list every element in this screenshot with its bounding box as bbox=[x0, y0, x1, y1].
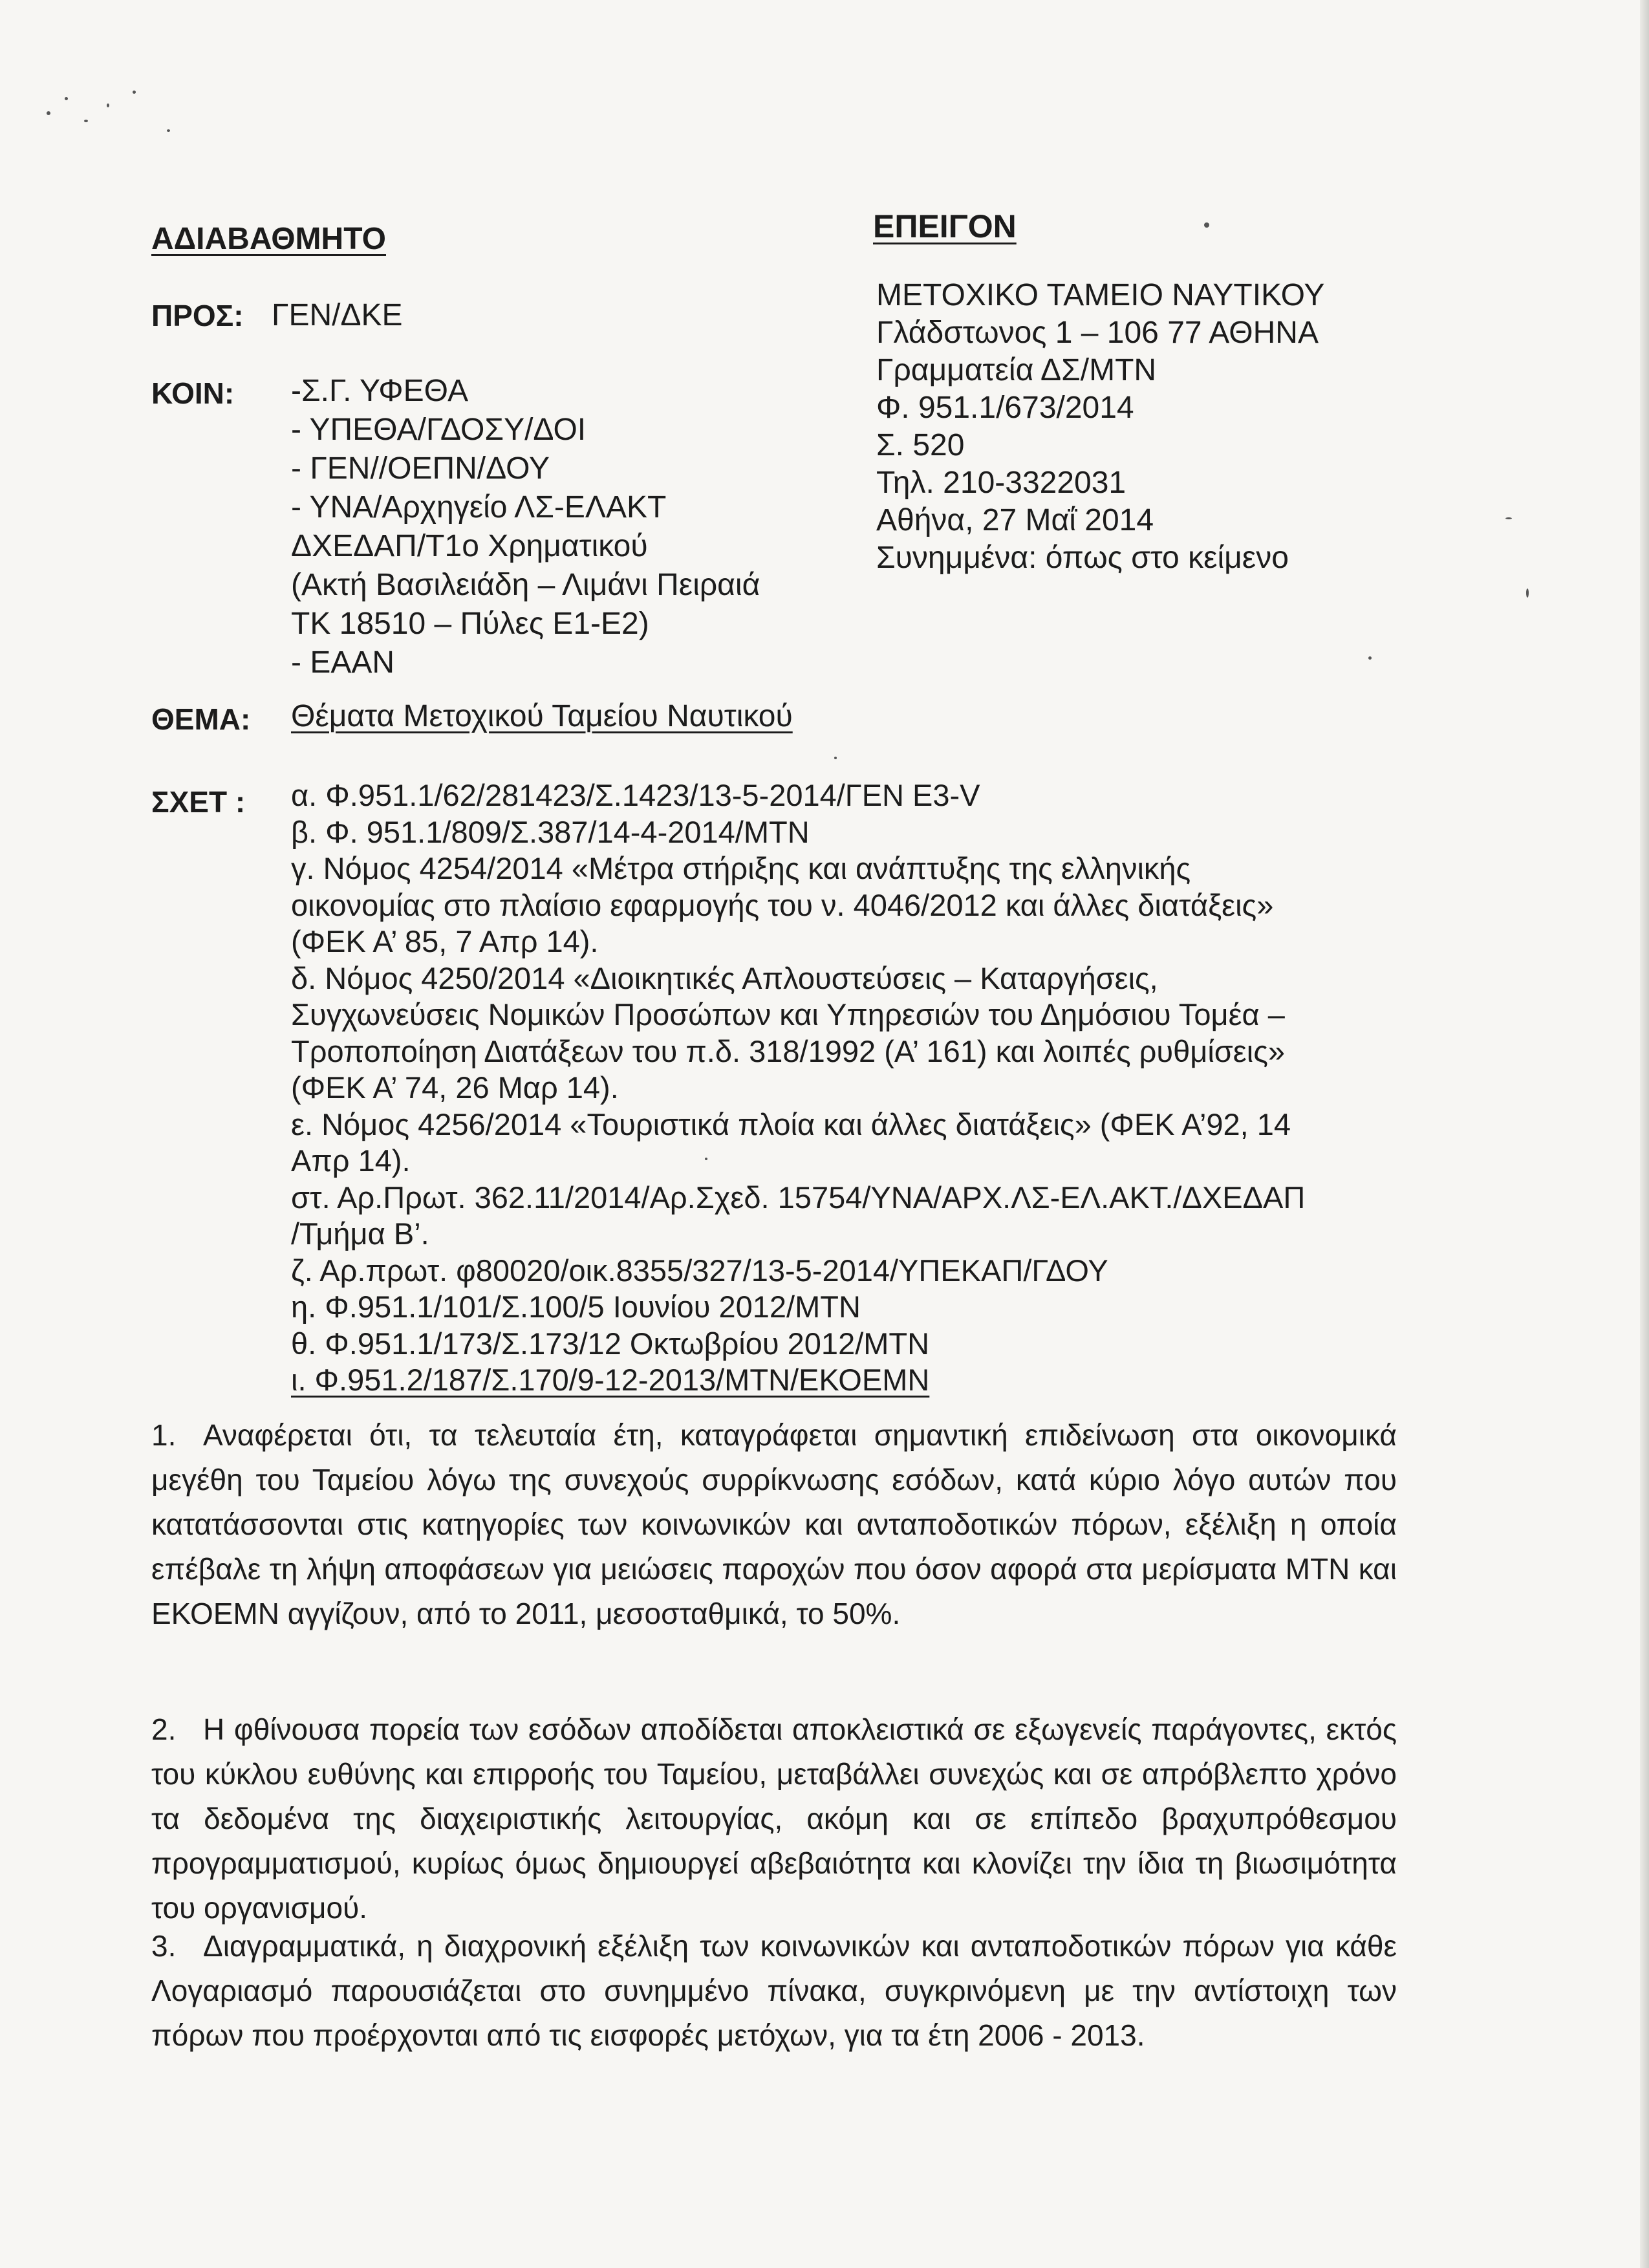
paragraph bbox=[151, 1707, 1397, 1930]
scan-speck bbox=[84, 120, 88, 122]
references-list bbox=[291, 777, 1305, 1399]
reference-line: θ. Φ.951.1/173/Σ.173/12 Οκτωβρίου 2012/ΜΤΝ bbox=[291, 1326, 930, 1361]
sender-block bbox=[876, 277, 1324, 577]
references-label: ΣΧΕΤ : bbox=[151, 785, 246, 819]
sender-line: Γραμματεία ΔΣ/ΜΤΝ bbox=[876, 353, 1157, 387]
scan-edge bbox=[1640, 0, 1649, 2268]
reference-line: η. Φ.951.1/101/Σ.100/5 Ιουνίου 2012/ΜΤΝ bbox=[291, 1290, 861, 1324]
paragraph-number: 1. bbox=[151, 1418, 177, 1452]
paragraph bbox=[151, 1924, 1397, 2058]
cc-line: -Σ.Γ. ΥΦΕΘΑ bbox=[291, 374, 469, 408]
to-label: ΠΡΟΣ: bbox=[151, 299, 244, 332]
cc-label: ΚΟΙΝ: bbox=[151, 376, 235, 410]
cc-line: - ΓΕΝ//ΟΕΠΝ/ΔΟΥ bbox=[291, 451, 550, 486]
reference-line: Τροποποίηση Διατάξεων του π.δ. 318/1992 (Α’ 161) και λοιπές ρυθμίσεις» bbox=[291, 1033, 1285, 1068]
reference-line: (ΦΕΚ Α’ 85, 7 Απρ 14). bbox=[291, 924, 599, 958]
reference-line: Συγχωνεύσεις Νομικών Προσώπων και Υπηρεσιών του Δημόσιου Τομέα – bbox=[291, 997, 1285, 1031]
sender-line: Αθήνα, 27 Μαΐ 2014 bbox=[876, 503, 1154, 537]
sender-line: Γλάδστωνος 1 – 106 77 ΑΘΗΝΑ bbox=[876, 316, 1319, 350]
scan-speck bbox=[1368, 656, 1372, 660]
paragraph-text: Η φθίνουσα πορεία των εσόδων αποδίδεται αποκλειστικά σε εξωγενείς παράγοντες, εκτός του κύκλου ευθύνης και επιρροής του Ταμείου, μεταβάλλει συνεχώς και σε απρόβλεπτο χρόνο τα δεδομένα της διαχειριστικής λειτουργίας, ακόμη και σε επίπεδο βραχυπρόθεσμου προγραμματισμού, κυρίως όμως δημιουργεί αβεβαιότητα και κλονίζει την ίδια τη βιωσιμότητα του οργανισμού. bbox=[151, 1712, 1397, 1925]
cc-line: ΔΧΕΔΑΠ/Τ1ο Χρηματικού bbox=[291, 529, 648, 563]
reference-line: ζ. Αρ.πρωτ. φ80020/οικ.8355/327/13-5-2014/ΥΠΕΚΑΠ/ΓΔΟΥ bbox=[291, 1253, 1108, 1288]
cc-line: - ΕΑΑΝ bbox=[291, 645, 395, 680]
cc-line: (Ακτή Βασιλειάδη – Λιμάνι Πειραιά bbox=[291, 568, 760, 602]
scan-speck bbox=[47, 111, 50, 115]
reference-line: /Τμήμα Β’. bbox=[291, 1216, 429, 1251]
reference-line: ι. Φ.951.2/187/Σ.170/9-12-2013/ΜΤΝ/ΕΚΟΕΜΝ bbox=[291, 1363, 930, 1397]
scan-speck bbox=[133, 91, 136, 94]
scan-speck bbox=[167, 129, 170, 132]
sender-line: Φ. 951.1/673/2014 bbox=[876, 391, 1134, 425]
reference-line: στ. Αρ.Πρωτ. 362.11/2014/Αρ.Σχεδ. 15754/ΥΝΑ/ΑΡΧ.ΛΣ-ΕΛ.ΑΚΤ./ΔΧΕΔΑΠ bbox=[291, 1180, 1306, 1215]
sender-line: Συνημμένα: όπως στο κείμενο bbox=[876, 541, 1289, 575]
reference-line: γ. Νόμος 4254/2014 «Μέτρα στήριξης και ανάπτυξης της ελληνικής bbox=[291, 851, 1191, 885]
scan-speck bbox=[107, 103, 109, 107]
reference-line: α. Φ.951.1/62/281423/Σ.1423/13-5-2014/ΓΕΝ Ε3-V bbox=[291, 778, 980, 812]
paragraph bbox=[151, 1413, 1397, 1636]
classification-label: ΑΔΙΑΒΑΘΜΗΤΟ bbox=[151, 222, 386, 256]
cc-line: - ΥΝΑ/Αρχηγείο ΛΣ-ΕΛΑΚΤ bbox=[291, 490, 667, 524]
cc-line: - ΥΠΕΘΑ/ΓΔΟΣΥ/ΔΟΙ bbox=[291, 413, 587, 447]
sender-line: ΜΕΤΟΧΙΚΟ ΤΑΜΕΙΟ ΝΑΥΤΙΚΟΥ bbox=[876, 278, 1325, 312]
reference-line: (ΦΕΚ Α’ 74, 26 Μαρ 14). bbox=[291, 1070, 619, 1105]
reference-line: οικονομίας στο πλαίσιο εφαρμογής του ν. 4046/2012 και άλλες διατάξεις» bbox=[291, 887, 1274, 922]
paragraph-text: Διαγραμματικά, η διαχρονική εξέλιξη των κοινωνικών και ανταποδοτικών πόρων για κάθε Λογαριασμό παρουσιάζεται στο συνημμένο πίνακα, συγκρινόμενη με την αντίστοιχη των πόρων που προέρχονται από τις εισφορές μετόχων, για τα έτη 2006 - 2013. bbox=[151, 1929, 1397, 2052]
to-value: ΓΕΝ/ΔΚΕ bbox=[272, 298, 403, 332]
urgency-label: ΕΠΕΙΓΟΝ bbox=[873, 208, 1017, 244]
reference-line: Απρ 14). bbox=[291, 1143, 411, 1178]
scan-speck bbox=[1204, 222, 1209, 228]
scan-speck bbox=[834, 757, 837, 759]
paragraph-number: 3. bbox=[151, 1929, 177, 1963]
subject-value: Θέματα Μετοχικού Ταμείου Ναυτικού bbox=[291, 699, 793, 733]
paragraph-text: Αναφέρεται ότι, τα τελευταία έτη, καταγράφεται σημαντική επιδείνωση στα οικονομικά μεγέθη του Ταμείου λόγω της συνεχούς συρρίκνωσης εσόδων, κατά κύριο λόγο αυτών που κατατάσσονται στις κατηγορίες των κοινωνικών και ανταποδοτικών πόρων, εξέλιξη η οποία επέβαλε τη λήψη αποφάσεων για μειώσεις παροχών που όσον αφορά στα μερίσματα ΜΤΝ και ΕΚΟΕΜΝ αγγίζουν, από το 2011, μεσοσταθμικά, το 50%. bbox=[151, 1418, 1397, 1630]
reference-line: ε. Νόμος 4256/2014 «Τουριστικά πλοία και άλλες διατάξεις» (ΦΕΚ Α’92, 14 bbox=[291, 1107, 1291, 1141]
reference-line: β. Φ. 951.1/809/Σ.387/14-4-2014/ΜΤΝ bbox=[291, 814, 810, 849]
subject-label: ΘΕΜΑ: bbox=[151, 702, 251, 736]
cc-line: ΤΚ 18510 – Πύλες Ε1-Ε2) bbox=[291, 607, 649, 641]
cc-list bbox=[291, 372, 760, 682]
scan-speck bbox=[1526, 589, 1529, 598]
scan-speck bbox=[65, 97, 68, 100]
sender-line: Τηλ. 210-3322031 bbox=[876, 466, 1126, 500]
scan-speck bbox=[1505, 517, 1512, 519]
paragraph-number: 2. bbox=[151, 1712, 177, 1746]
sender-line: Σ. 520 bbox=[876, 428, 965, 462]
reference-line: δ. Νόμος 4250/2014 «Διοικητικές Απλουστεύσεις – Καταργήσεις, bbox=[291, 960, 1158, 995]
